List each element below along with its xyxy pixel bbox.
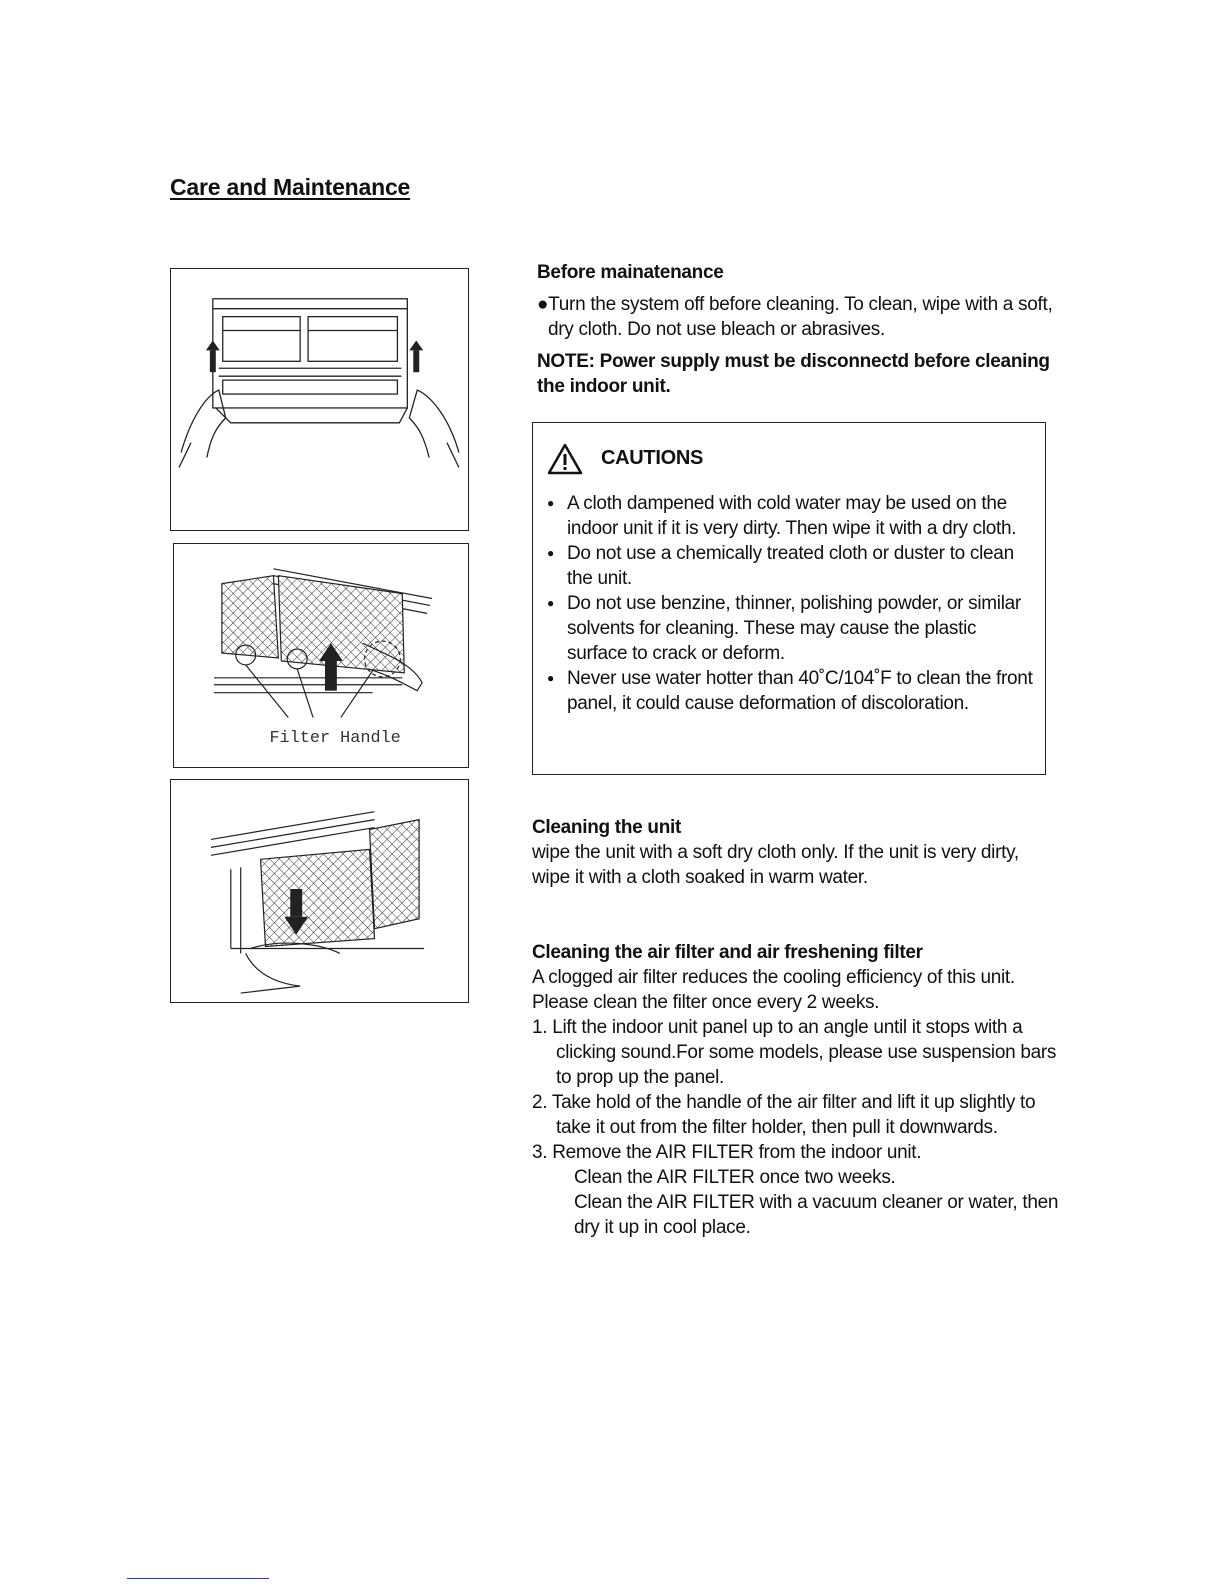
power-supply-note: NOTE: Power supply must be disconnectd before cleaning the indoor unit. (537, 351, 1050, 397)
page-title: Care and Maintenance (170, 174, 411, 200)
cleaning-filter-heading: Cleaning the air filter and air freshening filter (532, 942, 923, 963)
before-maintenance-bullet: ●Turn the system off before cleaning. To clean, wipe with a soft, dry cloth. Do not use bleach or abrasives. (537, 294, 1053, 340)
before-maintenance-section (537, 260, 1077, 399)
caution-list (547, 491, 1037, 716)
cleaning-unit-body: wipe the unit with a soft dry cloth only. If the unit is very dirty, wipe it with a cloth soaked in warm water. (532, 842, 1019, 888)
figure-pull-filter (170, 779, 469, 1003)
footnote-separator (127, 1578, 269, 1579)
pull-filter-illustration (171, 780, 468, 1002)
figure-filter-handle (173, 543, 469, 768)
filter-handle-illustration (174, 544, 468, 767)
filter-handle-label: Filter Handle (269, 729, 401, 749)
cleaning-step: 2. Take hold of the handle of the air filter and lift it up slightly to take it out from the filter holder, then pull it downwards. (532, 1092, 1036, 1138)
cleaning-step: 3. Remove the AIR FILTER from the indoor unit. (532, 1142, 922, 1163)
step3-sub-2: Clean the AIR FILTER with a vacuum cleaner or water, then dry it up in cool place. (574, 1192, 1059, 1238)
warning-triangle-icon (547, 443, 583, 475)
step3-sub-1: Clean the AIR FILTER once two weeks. (574, 1167, 896, 1188)
cleaning-step: 1. Lift the indoor unit panel up to an angle until it stops with a clicking sound.For some models, please use suspension bars to prop up the panel. (532, 1017, 1057, 1088)
caution-item: ● Do not use a chemically treated cloth or duster to clean the unit. (547, 541, 1037, 591)
cleaning-filter-intro: A clogged air filter reduces the cooling efficiency of this unit. Please clean the filter once every 2 weeks. (532, 967, 1015, 1013)
lift-panel-illustration (171, 269, 468, 530)
cleaning-steps (532, 1015, 1072, 1165)
before-maintenance-heading: Before mainatenance (537, 262, 724, 283)
cleaning-filter-section (532, 940, 1072, 1240)
cleaning-unit-heading: Cleaning the unit (532, 817, 682, 838)
figure-lift-panel (170, 268, 469, 531)
caution-item: ● Do not use benzine, thinner, polishing powder, or similar solvents for cleaning. These may cause the plastic surface to crack or deform. (547, 591, 1037, 666)
cleaning-unit-section (532, 815, 1052, 890)
cautions-title: CAUTIONS (601, 447, 704, 469)
caution-item: ● Never use water hotter than 40˚C/104˚F to clean the front panel, it could cause deformation of discoloration. (547, 666, 1037, 716)
cautions-box (532, 422, 1046, 775)
caution-item: ● A cloth dampened with cold water may be used on the indoor unit if it is very dirty. Then wipe it with a dry cloth. (547, 491, 1037, 541)
